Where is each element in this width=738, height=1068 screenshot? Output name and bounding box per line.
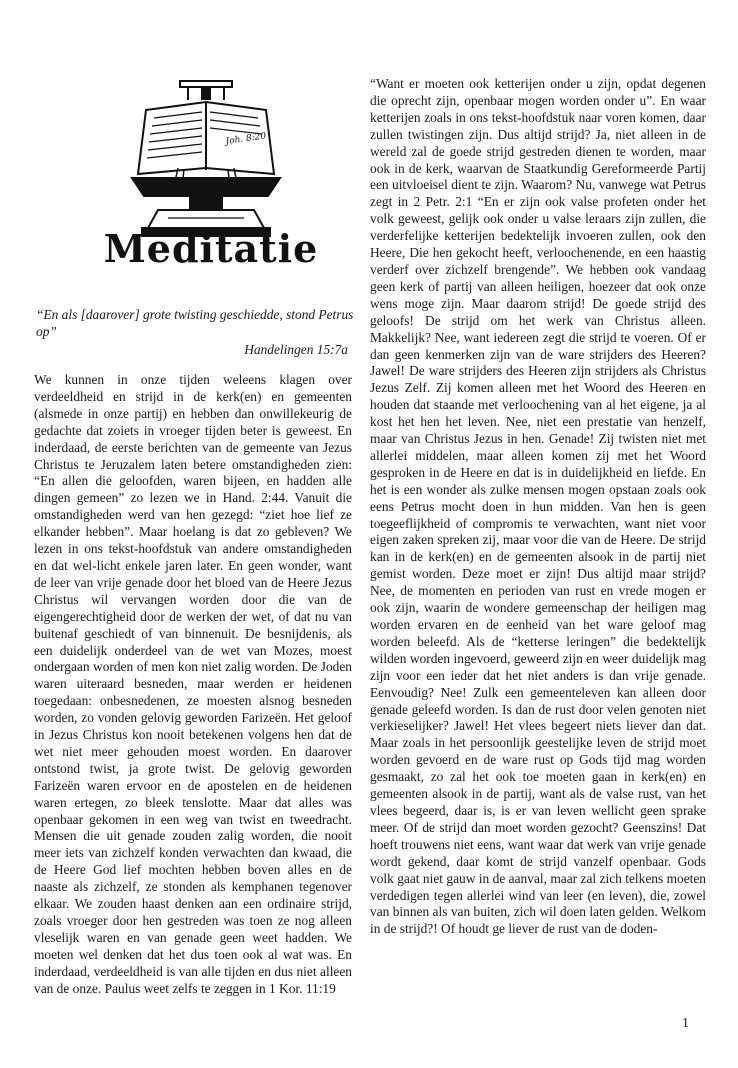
book-text: Joh. 8:20 [225, 131, 267, 147]
page-number: 1 [682, 1016, 689, 1031]
motto-reference: Handelingen 15:7a [244, 342, 348, 357]
right-column [370, 76, 706, 938]
right-column-text: “Want er moeten ook ketterijen onder u zijn, opdat degenen die oprecht zijn, openbaar mogen worden onder u”. En waar ketterijen zoals in ons tekst-hoofdstuk naar voren komen, daar zullen twistingen zijn. Dus altijd strijd? Ja, niet alleen in de wereld zal de goede strijd gestreden dienen te worden, maar ook in de kerk, waarvan de Staatkundig Gereformeerde Partij een uitvloeisel dient te zijn. Waarom? Nu, vanwege wat Petrus zegt in 2 Petr. 2:1 “En er zijn ook valse profeten onder het volk geweest, gelijk ook onder u valse leraars zijn zullen, die verderfelijke ketterijen bedektelijk invoeren zullen, ook den Heere, Die hen gekocht heeft, verloochenende, en een haastig verderf over zichzelf brengende”. We hebben ook vandaag geen kerk of partij van alleen heiligen, hoezeer dat ook onze wens moge zijn. Maar daarom strijd! De goede strijd des geloofs! De strijd om het werk van Christus alleen. Makkelijk? Nee, want iedereen zegt die strijd te voeren. Of er dan geen kenmerken zijn van de ware strijders des Heeren? Jawel! De ware strijders des Heeren zijn strijders als Christus Jezus Zelf. Zij komen alleen met het Woord des Heeren en houden dat staande met verloochening van al het eigene, ja al kost het hen het leven. Nee, niet een prestatie van henzelf, maar van Christus Jezus in hen. Genade! Zij twisten niet met allerlei middelen, maar alleen komen zij met het Woord gesproken in de Heere en dat is in duidelijkheid en liefde. En het is een wonder als zulke mensen mogen opstaan zoals ook eens Petrus mocht doen in hun midden. Van hen is geen toegeeflijkheid of compromis te verwachten, want niet voor eigen zaken spreken zij, maar voor die van de Heere. De strijd kan in de kerk(en) en de gemeenten alsook in de partij niet gemist worden. Deze moet er zijn! Dus altijd maar strijd? Nee, de momenten en perioden van rust en vrede mogen er ook zijn, waarin de wondere gemeenschap der heiligen mag worden ervaren en de eenheid van het ware geloof mag worden beleefd. Als de “ketterse leringen” die bedektelijk wilden worden ingevoerd, geweerd zijn en weer duidelijk mag zijn voor een ieder dat het niet anders is dan vrije genade. Eenvoudig? Nee! Zulk een gemeenteleven kan alleen door genade geleefd worden. Is dan de rust door velen genoten niet verkieselijker? Jawel! Het vlees begeert niets liever dan dat. Maar zoals in het persoonlijk geestelijke leven de strijd moet worden gevoerd en de ware rust op Gods tijd mag worden gesmaakt, zo zal het ook toe moeten gaan in kerk(en) en gemeenten alsook in de partij, want als de valse rust, van het vlees begeerd, daar is, is er van leven wellicht geen sprake meer. Of de strijd dan moet worden gezocht? Geenszins! Dat hoeft trouwens niet eens, want waar dat werk van vrije genade wordt gekend, daar komt de strijd vanzelf openbaar. Gods volk gaat niet gauw in de aanval, maar zal zich telkens moeten verdedigen tegen allerlei wind van leer (en leven), die, zowel van binnen als van buiten, zich wil doen laten gelden. Welkom in de strijd?! Of houdt ge liever de rust van de doden- [370, 76, 706, 937]
open-bible-on-lectern-icon [118, 78, 294, 238]
left-column [34, 372, 352, 998]
motto-quote: “En als [daarover] grote twisting geschiedde, stond Petrus op” [36, 307, 354, 339]
left-column-text: We kunnen in onze tijden weleens klagen over verdeeldheid en strijd in de kerk(en) en gemeenten (alsmede in onze partij) en hebben dan onwillekeurig de gedachte dat zoiets in vroeger tijden beter is geweest. En inderdaad, de eerste berichten van de gemeente van Jezus Christus te Jeruzalem laten betere omstandigheden zien: “En allen die geloofden, waren bijeen, en hadden alle dingen gemeen” zo lezen we in Hand. 2:44. Vanuit die omstandigheden werd van hen gezegd: “ziet hoe lief ze elkander hebben”. Maar hoelang is dat zo gebleven? We lezen in ons tekst-hoofdstuk van andere omstandigheden en dat wel-licht enkele jaren later. En geen wonder, want de leer van vrije genade door het bloed van de Heere Jezus Christus wil vervangen worden door die van de eigengerechtigheid door de werken der wet, of dat nu van buitenaf geschiedt of van binnenuit. De besnijdenis, als een duidelijk onderdeel van de wet van Mozes, moest ondergaan worden of men kon niet zalig worden. De Joden waren uiteraard besneden, maar werden er heidenen toegedaan: onbesnedenen, ze moesten alsnog besneden worden, zo vonden gelovig geworden Farizeën. Het geloof in Jezus Christus kon nooit betekenen volgens hen dat de wet niet meer gehouden moest worden. En daarover ontstond twist, ja grote twist. De gelovig geworden Farizeën waren ervoor en de apostelen en de heidenen waren ertegen, zo bleek tenslotte. Maar dat alles was openbaar gekomen in een weg van twist en tweedracht. Mensen die uit genade zouden zalig worden, die nooit meer iets van zichzelf konden verwachten dan kwaad, die de Heere God lief mochten hebben boven alles en de naaste als zichzelf, ze stonden als kemphanen tegenover elkaar. We zouden haast denken aan een ordinaire strijd, zoals vroeger door hen gestreden was toen ze nog alleen vleselijk waren en van genade geen weet hadden. We moeten wel denken dat het dus toen ook al wat was. En inderdaad, verdeeldheid is van alle tijden en dus niet alleen van de onze. Paulus weet zelfs te zeggen in 1 Kor. 11:19 [34, 372, 352, 996]
page-title: Meditatie [103, 226, 319, 271]
